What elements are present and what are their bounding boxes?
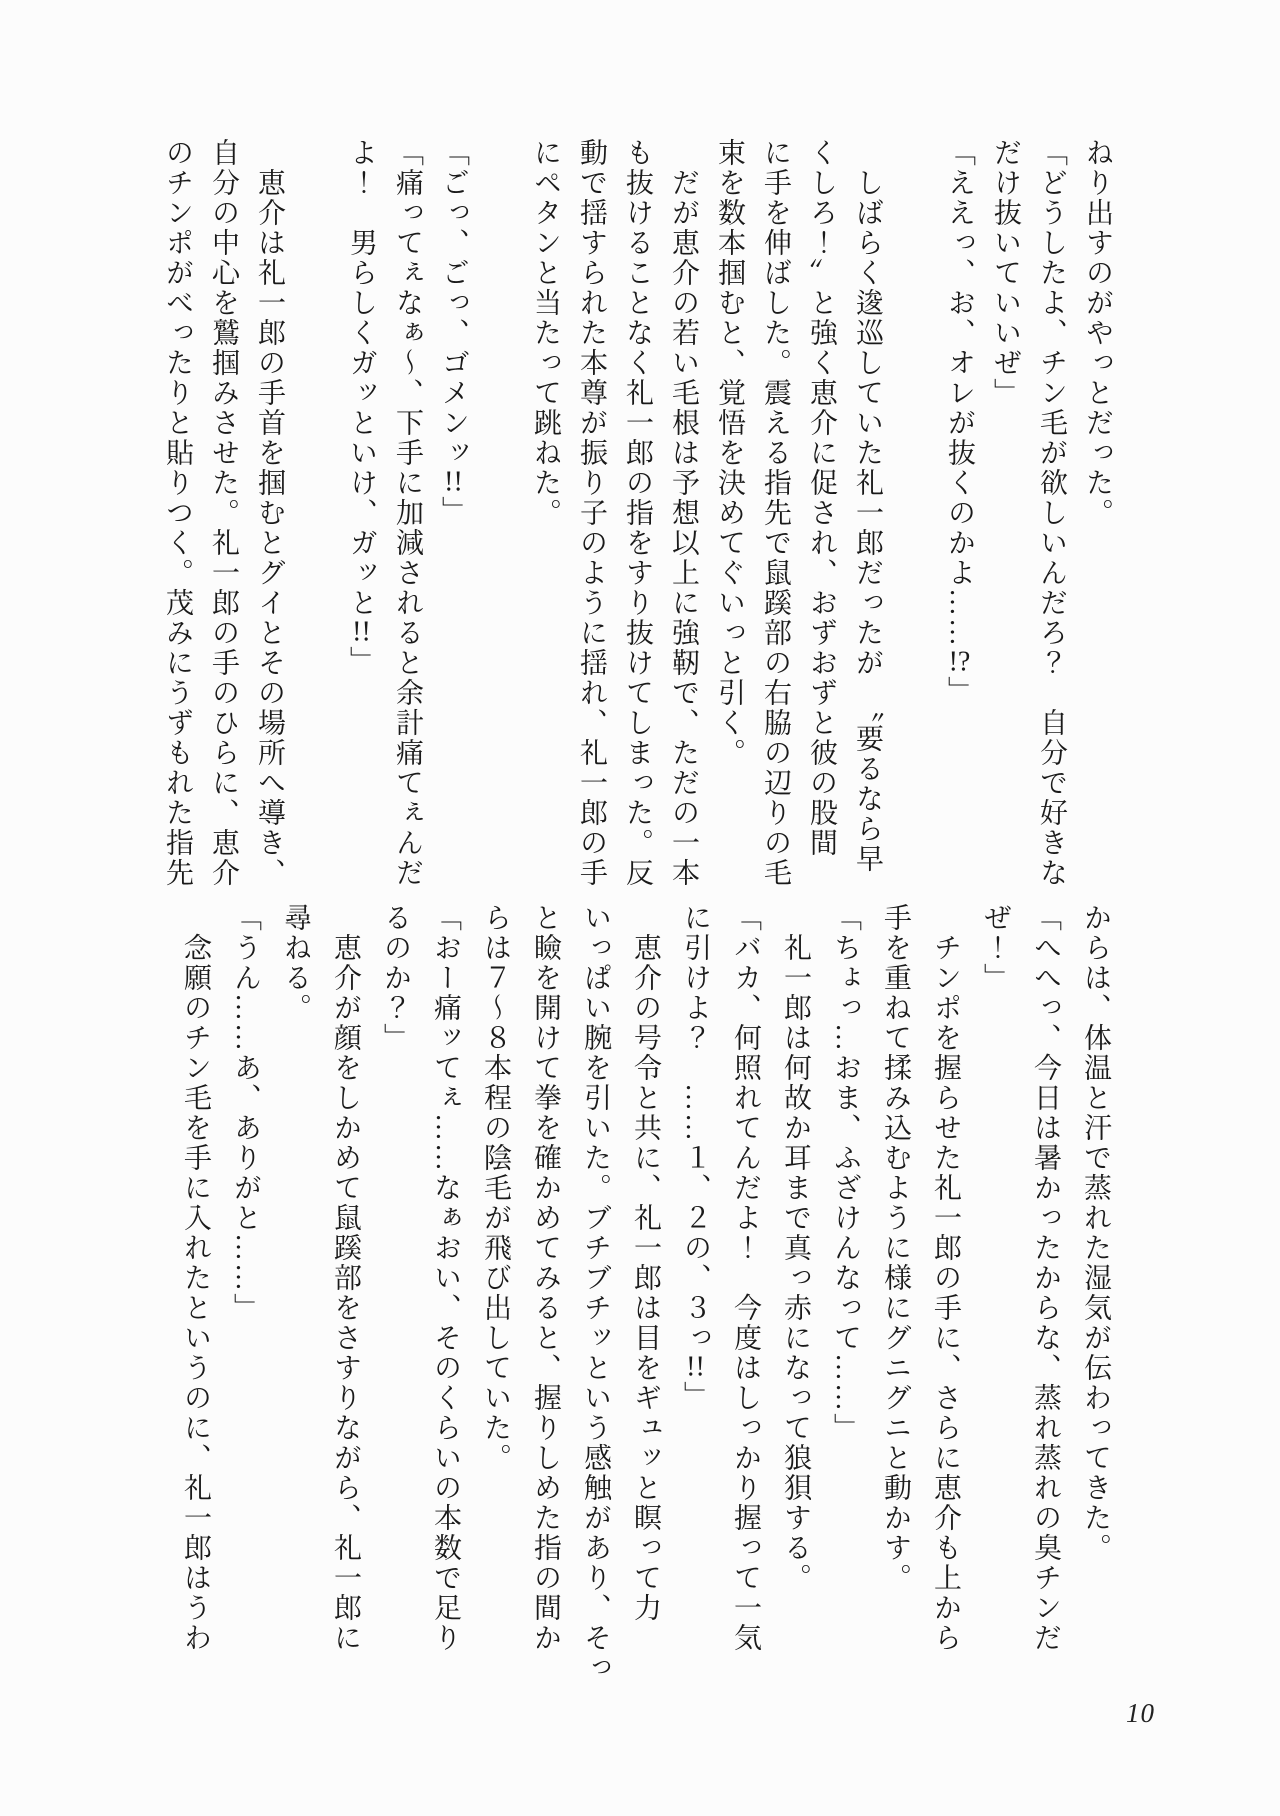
text-line: チンポを握らせた礼一郎の手に、さらに恵介も上から (930, 903, 961, 1653)
blank-line (292, 138, 338, 910)
text-line: からは、体温と汗で蒸れた湿気が伝わってきた。 (1080, 903, 1111, 1563)
text-line: くしろ！〟と強く恵介に促され、おずおずと彼の股間 (806, 138, 837, 858)
text-line: ぜ！」 (980, 903, 1011, 993)
blank-line (890, 138, 936, 910)
text-line: 「へへっ、今日は暑かったからな、蒸れ蒸れの臭チンだ (1030, 903, 1061, 1653)
text-line: ねり出すのがやっとだった。 (1082, 138, 1113, 528)
text-line: 動で揺すられた本尊が振り子のように揺れ、礼一郎の手 (576, 138, 607, 888)
text-line: 恵介が顔をしかめて鼠蹊部をさすりながら、礼一郎に (330, 903, 361, 1653)
text-line: だけ抜いていいぜ」 (990, 138, 1021, 408)
text-line: のチンポがべったりと貼りつく。茂みにうずもれた指先 (162, 138, 193, 888)
text-block-top (154, 138, 1120, 910)
text-line: るのか？」 (380, 903, 411, 1053)
text-line: 礼一郎は何故か耳まで真っ赤になって狼狽する。 (780, 903, 811, 1593)
text-line: 念願のチン毛を手に入れたというのに、礼一郎はうわ (180, 903, 211, 1653)
text-line: 「どうしたよ、チン毛が欲しいんだろ？ 自分で好きな (1036, 138, 1067, 888)
text-line: に手を伸ばした。震える指先で鼠蹊部の右脇の辺りの毛 (760, 138, 791, 888)
text-line: いっぱい腕を引いた。ブチブチッという感触があり、そっ (580, 903, 611, 1683)
tatechuyoko-mark: !! (686, 1353, 705, 1381)
text-line: 束を数本掴むと、覚悟を決めてぐいっと引く。 (714, 138, 745, 768)
text-line: よ！ 男らしくガッといけ、ガッと!!」 (346, 138, 377, 676)
text-line: も抜けることなく礼一郎の指をすり抜けてしまった。反 (622, 138, 653, 888)
tatechuyoko-mark: !! (352, 618, 371, 646)
text-line: 「ええっ、お、オレが抜くのかよ……!?」 (944, 138, 975, 706)
text-line: 「痛ってぇなぁ～、下手に加減されると余計痛てぇんだ (392, 138, 423, 888)
text-line: 尋ねる。 (280, 903, 311, 1023)
text-line: らは７～８本程の陰毛が飛び出していた。 (480, 903, 511, 1473)
text-line: 恵介の号令と共に、礼一郎は目をギュッと瞑って力 (630, 903, 661, 1623)
text-line: 「おー痛ッてぇ……なぁおい、そのくらいの本数で足り (430, 903, 461, 1653)
tatechuyoko-mark: !? (948, 648, 971, 676)
text-line: だが恵介の若い毛根は予想以上に強靭で、ただの一本 (668, 138, 699, 888)
text-line: しばらく逡巡していた礼一郎だったが 〝要るなら早 (852, 138, 883, 874)
page-number: 10 (1126, 1698, 1155, 1728)
text-line: 自分の中心を鷲掴みさせた。礼一郎の手のひらに、恵介 (208, 138, 239, 888)
tatechuyoko-mark: !! (444, 468, 463, 496)
text-line: 「うん……あ、ありがと……」 (230, 903, 261, 1323)
text-line: にペタンと当たって跳ねた。 (530, 138, 561, 528)
text-block-bottom (170, 903, 1120, 1705)
blank-line (476, 138, 522, 910)
text-line: 「ごっ、ごっ、ゴメンッ!!」 (438, 138, 469, 526)
text-line: と瞼を開けて拳を確かめてみると、握りしめた指の間か (530, 903, 561, 1653)
text-line: 「バカ、何照れてんだよ！ 今度はしっかり握って一気 (730, 903, 761, 1653)
text-line: に引けよ？ ……１、２の、３っ!!」 (680, 903, 711, 1411)
text-line: 「ちょっ…おま、ふざけんなって……」 (830, 903, 861, 1443)
text-line: 手を重ねて揉み込むように様にグニグニと動かす。 (880, 903, 911, 1593)
text-line: 恵介は礼一郎の手首を掴むとグイとその場所へ導き、 (254, 138, 285, 888)
